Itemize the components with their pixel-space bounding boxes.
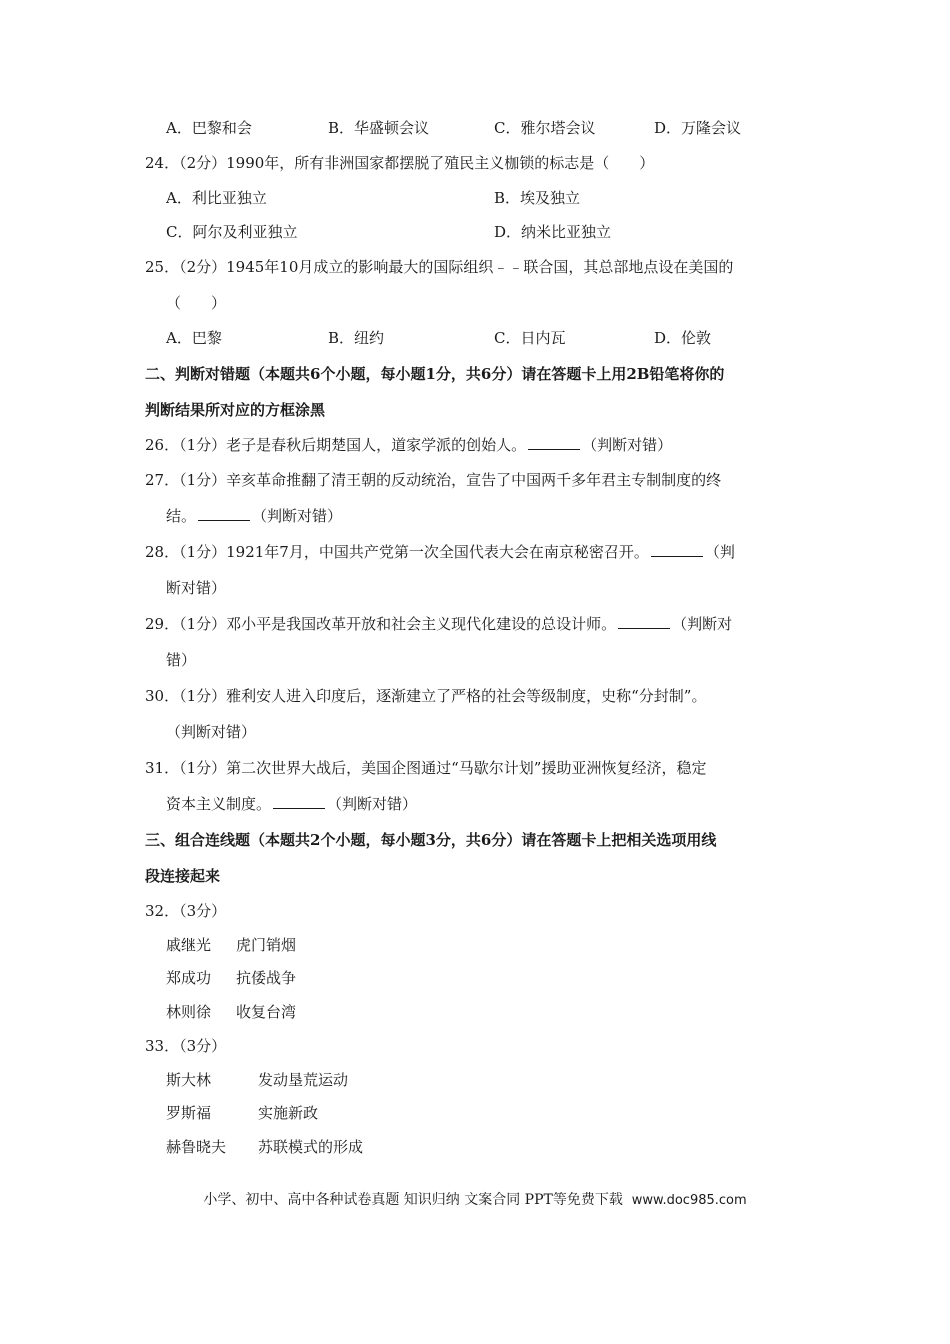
q26-item — [145, 435, 672, 455]
q25-stem-line1: 25．（2分）1945年10月成立的影响最大的国际组织﹣﹣联合国，其总部地点设在美国的 — [145, 258, 734, 276]
q27-line1: 27．（1分）辛亥革命推翻了清王朝的反动统治，宣告了中国两千多年君主专制制度的终 — [145, 471, 722, 489]
q28-tail1: （判 — [704, 543, 735, 561]
q30-line1-wrap — [145, 686, 714, 706]
q24-option-a: A．利比亚独立 — [166, 189, 267, 207]
q29-line2: 错） — [166, 651, 197, 669]
q32-right-0[interactable]: 虎门销烟 — [236, 936, 297, 954]
q32-left-0[interactable]: 戚继光 — [166, 936, 212, 954]
q24-option-b: B．埃及独立 — [494, 189, 581, 207]
q29-line1: 29．（1分）邓小平是我国改革开放和社会主义现代化建设的总设计师。 — [145, 615, 617, 633]
q26-answer-blank[interactable] — [528, 435, 580, 450]
q30-answer-blank[interactable] — [708, 686, 712, 701]
q33-left-1[interactable]: 罗斯福 — [166, 1104, 212, 1122]
q31-line1: 31．（1分）第二次世界大战后，美国企图通过“马歇尔计划”援助亚洲恢复经济，稳定 — [145, 759, 707, 777]
q26-tail: （判断对错） — [582, 436, 673, 454]
q33-right-2[interactable]: 苏联模式的形成 — [258, 1138, 364, 1156]
q25-option-d: D．伦敦 — [654, 329, 712, 347]
q25-option-a: A．巴黎 — [166, 329, 222, 347]
q28-line1: 28．（1分）1921年7月，中国共产党第一次全国代表大会在南京秘密召开。 — [145, 543, 649, 561]
q25-stem-line2: （ ） — [166, 294, 227, 312]
q24-option-c: C．阿尔及利亚独立 — [166, 223, 298, 241]
footer-text: 小学、初中、高中各种试卷真题 知识归纳 文案合同 PPT等免费下载 — [203, 1192, 623, 1208]
q24-option-d: D．纳米比亚独立 — [494, 223, 612, 241]
section3-heading-line1: 三、组合连线题（本题共2个小题，每小题3分，共6分）请在答题卡上把相关选项用线 — [145, 831, 717, 849]
q32-stem: 32．（3分） — [145, 902, 227, 920]
q33-left-0[interactable]: 斯大林 — [166, 1071, 212, 1089]
q26-text: 26．（1分）老子是春秋后期楚国人，道家学派的创始人。 — [145, 436, 527, 454]
q28-line1-wrap — [145, 542, 735, 562]
q33-right-0[interactable]: 发动垦荒运动 — [258, 1071, 349, 1089]
q27-tail: （判断对错） — [252, 507, 343, 525]
q31-tail: （判断对错） — [327, 795, 418, 813]
footer-url[interactable]: www.doc985.com — [631, 1193, 747, 1208]
q33-right-1[interactable]: 实施新政 — [258, 1104, 319, 1122]
q32-right-2[interactable]: 收复台湾 — [236, 1003, 297, 1021]
q31-line2-wrap — [166, 794, 417, 814]
q27-answer-blank[interactable] — [198, 506, 250, 521]
q29-line1-wrap — [145, 614, 732, 634]
q23-option-c: C．雅尔塔会议 — [494, 119, 596, 137]
q23-option-a: A．巴黎和会 — [166, 119, 252, 137]
q30-line2: （判断对错） — [166, 723, 257, 741]
q31-answer-blank[interactable] — [273, 794, 325, 809]
section3-heading-line2: 段连接起来 — [145, 867, 221, 885]
section2-heading-line1: 二、判断对错题（本题共6个小题，每小题1分，共6分）请在答题卡上用2B铅笔将你的 — [145, 365, 725, 383]
q24-stem: 24．（2分）1990年，所有非洲国家都摆脱了殖民主义枷锁的标志是（ ） — [145, 154, 655, 172]
q29-answer-blank[interactable] — [618, 614, 670, 629]
q32-right-1[interactable]: 抗倭战争 — [236, 969, 297, 987]
q29-tail1: （判断对 — [672, 615, 733, 633]
q30-line1: 30．（1分）雅利安人进入印度后，逐渐建立了严格的社会等级制度，史称“分封制”。 — [145, 687, 707, 705]
q25-option-c: C．日内瓦 — [494, 329, 566, 347]
q23-option-d: D．万隆会议 — [654, 119, 742, 137]
q32-left-2[interactable]: 林则徐 — [166, 1003, 212, 1021]
q32-left-1[interactable]: 郑成功 — [166, 969, 212, 987]
q28-line2: 断对错） — [166, 579, 227, 597]
q27-line2: 结。 — [166, 507, 197, 525]
q33-left-2[interactable]: 赫鲁晓夫 — [166, 1138, 227, 1156]
page-footer — [0, 1190, 950, 1211]
q28-answer-blank[interactable] — [651, 542, 703, 557]
q23-option-b: B．华盛顿会议 — [328, 119, 430, 137]
q27-line2-wrap — [166, 506, 342, 526]
q33-stem: 33．（3分） — [145, 1037, 227, 1055]
section2-heading-line2: 判断结果所对应的方框涂黑 — [145, 401, 326, 419]
q25-option-b: B．纽约 — [328, 329, 385, 347]
q31-line2: 资本主义制度。 — [166, 795, 272, 813]
